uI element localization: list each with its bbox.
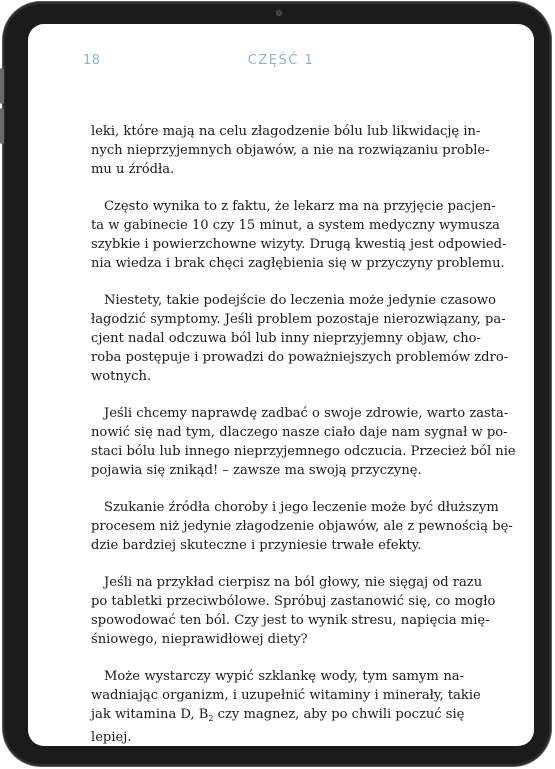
text-line: Może wystarczy wypić szklankę wody, tym samym na- bbox=[104, 669, 464, 684]
text-line: Jeśli chcemy naprawdę zadbać o swoje zdrowie, warto zasta- bbox=[104, 406, 509, 421]
text-line: mu u źródła. bbox=[91, 162, 175, 177]
running-head: CZĘŚĆ 1 bbox=[247, 53, 315, 68]
text-line: leki, które mają na celu złagodzenie bólu lub likwidację in- bbox=[91, 124, 481, 139]
text-line: wadniając organizm, i uzupełnić witaminy i minerały, takie bbox=[91, 688, 481, 703]
text-line: roba postępuje i prowadzi do poważniejszych problemów zdro- bbox=[91, 350, 509, 365]
paragraph bbox=[91, 498, 513, 555]
subscript: 2 bbox=[208, 714, 214, 723]
text-line: nowić się nad tym, dlaczego nasze ciało daje nam sygnał w po- bbox=[91, 425, 508, 440]
paragraph bbox=[91, 197, 507, 273]
camera-icon bbox=[276, 10, 282, 16]
text-line bbox=[91, 705, 464, 728]
text-line: nia wiedza i brak chęci zagłębienia się w przyczyny problemu. bbox=[91, 256, 505, 271]
text-line: staci bólu lub innego nieprzyjemnego odczucia. Przecież ból nie bbox=[91, 444, 516, 459]
text-line: wotnych. bbox=[91, 369, 152, 384]
paragraph bbox=[91, 404, 516, 480]
paragraph bbox=[91, 667, 481, 746]
page-number: 18 bbox=[83, 53, 101, 68]
text-line: lepiej. bbox=[91, 730, 132, 745]
volume-up-button bbox=[0, 68, 4, 104]
text-line: pojawia się znikąd! – zawsze ma swoją przyczynę. bbox=[91, 463, 422, 478]
body-text bbox=[91, 122, 516, 746]
tablet-frame bbox=[3, 2, 551, 766]
text-line: dzie bardziej skuteczne i przyniesie trwałe efekty. bbox=[91, 538, 422, 553]
text-line: szybkie i powierzchowne wizyty. Drugą kwestią jest odpowied- bbox=[91, 237, 507, 252]
text-line: spowodować ten ból. Czy jest to wynik stresu, napięcia mię- bbox=[91, 613, 490, 628]
ebook-screen[interactable] bbox=[28, 24, 534, 746]
text-line: ta w gabinecie 10 czy 15 minut, a system medyczny wymusza bbox=[91, 218, 500, 233]
text-line: śniowego, nieprawidłowej diety? bbox=[91, 632, 308, 647]
text-line: łagodzić symptomy. Jeśli problem pozostaje nierozwiązany, pa- bbox=[91, 312, 506, 327]
paragraph bbox=[91, 573, 496, 649]
text-line: procesem niż jedynie złagodzenie objawów, ale z pewnością bę- bbox=[91, 519, 513, 534]
paragraph bbox=[91, 122, 490, 179]
text-line: Jeśli na przykład cierpisz na ból głowy, nie sięgaj od razu bbox=[104, 575, 483, 590]
text-line: nych nieprzyjemnych objawów, a nie na rozwiązaniu proble- bbox=[91, 143, 490, 158]
text-line: po tabletki przeciwbólowe. Spróbuj zastanowić się, co mogło bbox=[91, 594, 496, 609]
text-fragment: czy magnez, aby po chwili poczuć się bbox=[213, 707, 465, 722]
text-line: cjent nadal odczuwa ból lub inny nieprzyjemny objaw, cho- bbox=[91, 331, 481, 346]
text-fragment: jak witamina D, B bbox=[91, 707, 209, 722]
volume-down-button bbox=[0, 108, 4, 144]
text-line: Niestety, takie podejście do leczenia może jedynie czasowo bbox=[104, 293, 496, 308]
text-line: Często wynika to z faktu, że lekarz ma na przyjęcie pacjen- bbox=[104, 199, 496, 214]
text-line: Szukanie źródła choroby i jego leczenie może być dłuższym bbox=[104, 500, 499, 515]
paragraph bbox=[91, 291, 509, 386]
